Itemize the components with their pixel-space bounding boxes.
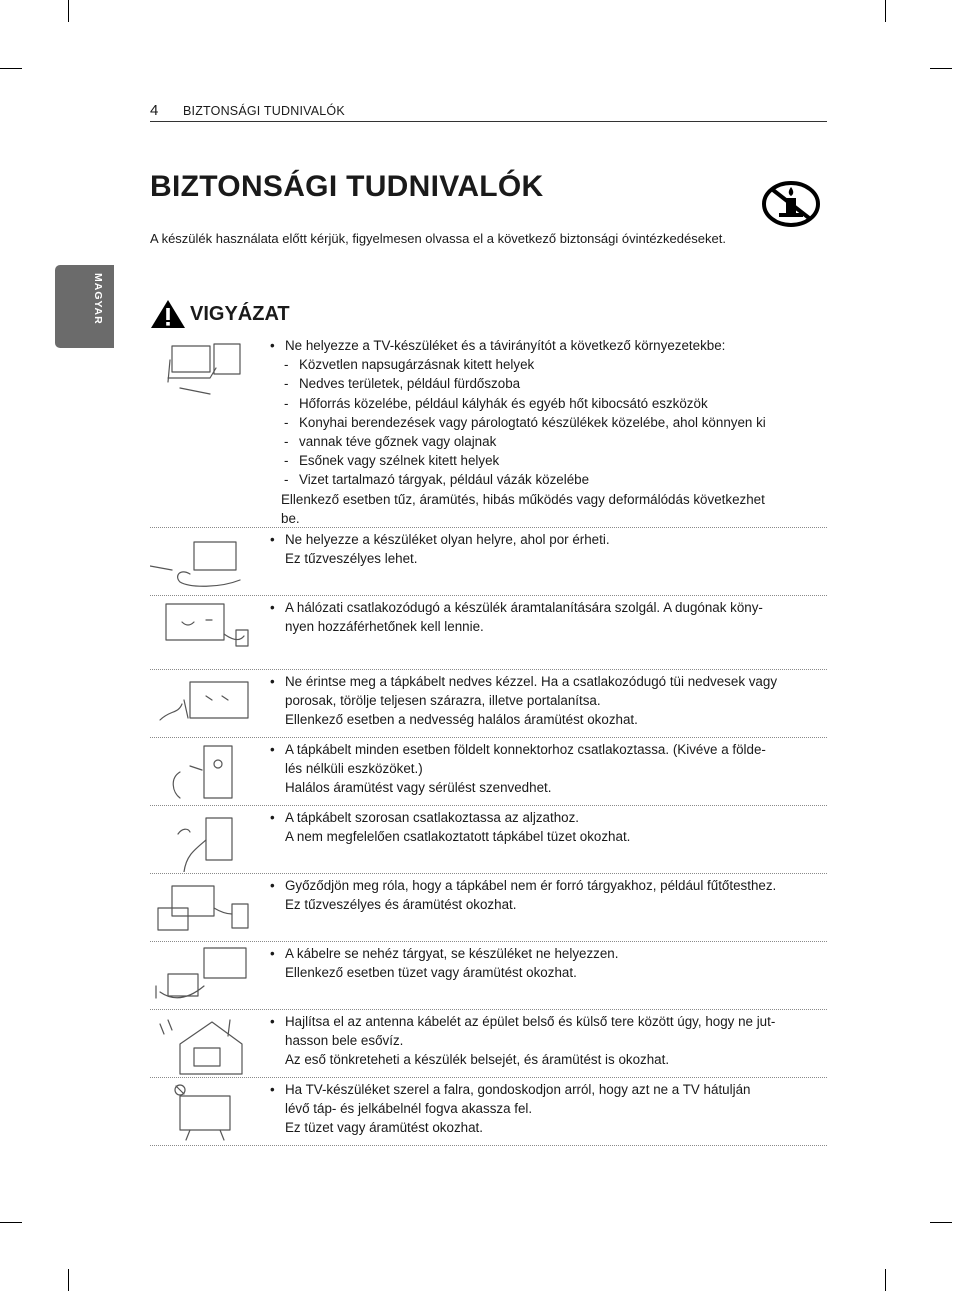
crop-mark (0, 68, 22, 69)
note-text: Halálos áramütést vagy sérülést szenvedhet. (285, 780, 552, 796)
tv-environment-illustration (150, 338, 260, 400)
note-text: A nem megfelelően csatlakoztatott tápkábel tüzet okozhat. (285, 829, 631, 845)
bullet-text: • A tápkábelt szorosan csatlakoztassa az aljzathoz. (268, 808, 818, 827)
note-text: nyen hozzáférhetőnek kell lennie. (285, 619, 484, 635)
running-header: BIZTONSÁGI TUDNIVALÓK (183, 104, 345, 118)
warning-triangle-icon (150, 299, 186, 329)
list-item (150, 528, 827, 596)
list-item (150, 1010, 827, 1078)
list-item (150, 596, 827, 670)
grounded-outlet-illustration (150, 742, 260, 804)
sub-item: - Nedves területek, például fürdőszoba (268, 374, 818, 393)
bullet-text: • A kábelre se nehéz tárgyat, se készüléket ne helyezzen. (268, 944, 818, 963)
no-candle-icon (761, 180, 821, 228)
sub-item: - Közvetlen napsugárzásnak kitett helyek (268, 355, 818, 374)
sub-item: - Konyhai berendezések vagy párologtató készülékek közelébe, ahol könnyen ki (268, 413, 818, 432)
note-text: Ez tűzveszélyes és áramütést okozhat. (285, 897, 517, 913)
crop-mark (885, 1269, 886, 1291)
header-rule (150, 121, 827, 122)
antenna-cable-illustration (150, 1014, 260, 1076)
crop-mark (68, 0, 69, 22)
note-text: Ez tűzveszélyes lehet. (285, 551, 418, 567)
note-text: porosak, törölje teljesen szárazra, illetve portalanítsa. (285, 693, 601, 709)
bullet-text: • Ne helyezze a TV-készüléket és a távirányítót a következő környezetekbe: (268, 336, 818, 355)
wet-hands-illustration (150, 674, 260, 736)
sub-item-continuation: - vannak téve gőznek vagy olajnak (268, 432, 818, 451)
crop-mark (930, 68, 952, 69)
note-text: Ellenkező esetben a nedvesség halálos áramütést okozhat. (285, 712, 638, 728)
bullet-text: • A tápkábelt minden esetben földelt konnektorhoz csatlakoztassa. (Kivéve a földe- (268, 740, 818, 759)
list-item (150, 670, 827, 738)
list-item (150, 738, 827, 806)
wall-mount-illustration (150, 1082, 260, 1144)
caution-list (150, 334, 827, 1146)
plug-access-illustration (150, 600, 260, 662)
note-text: Ellenkező esetben tüzet vagy áramütést okozhat. (285, 965, 577, 981)
page-title: BIZTONSÁGI TUDNIVALÓK (150, 170, 544, 203)
list-item (150, 1078, 827, 1146)
plug-insert-illustration (150, 810, 260, 872)
heater-cable-illustration (150, 878, 260, 940)
language-tab-label: MAGYAR (92, 273, 104, 325)
note-text: lés nélküli eszközöket.) (285, 761, 423, 777)
sub-item: - Esőnek vagy szélnek kitett helyek (268, 451, 818, 470)
note-text: Az eső tönkreteheti a készülék belsejét, és áramütést is okozhat. (285, 1052, 670, 1068)
note-text: Ellenkező esetben tűz, áramütés, hibás működés vagy deformálódás következhet (281, 491, 765, 507)
note-text: hasson bele esővíz. (285, 1033, 404, 1049)
crop-mark (0, 1222, 22, 1223)
language-tab (55, 265, 114, 348)
bullet-text: • A hálózati csatlakozódugó a készülék áramtalanítására szolgál. A dugónak köny- (268, 598, 818, 617)
crop-mark (930, 1222, 952, 1223)
bullet-text: • Ha TV-készüléket szerel a falra, gondoskodjon arról, hogy azt ne a TV hátulján (268, 1080, 818, 1099)
caution-heading (150, 299, 290, 329)
crop-mark (68, 1269, 69, 1291)
list-item (150, 334, 827, 528)
note-text: Ez tüzet vagy áramütést okozhat. (285, 1120, 483, 1136)
page-number: 4 (150, 102, 159, 119)
caution-label: VIGYÁZAT (190, 302, 290, 325)
intro-text: A készülék használata előtt kérjük, figyelmesen olvassa el a következő biztonsági óvintézkedéseket. (150, 231, 726, 246)
crop-mark (885, 0, 886, 22)
list-item (150, 806, 827, 874)
bullet-text: • Ne érintse meg a tápkábelt nedves kézzel. Ha a csatlakozódugó tüi nedvesek vagy (268, 672, 818, 691)
sub-item: - Hőforrás közelébe, például kályhák és egyéb hőt kibocsátó eszközök (268, 394, 818, 413)
heavy-object-illustration (150, 946, 260, 1008)
bullet-text: • Ne helyezze a készüléket olyan helyre, ahol por érheti. (268, 530, 818, 549)
sub-item: - Vizet tartalmazó tárgyak, például vázák közelébe (268, 470, 818, 489)
note-text: lévő táp- és jelkábelnél fogva akassza fel. (285, 1101, 533, 1117)
list-item (150, 874, 827, 942)
dusty-tv-illustration (150, 532, 260, 594)
list-item (150, 942, 827, 1010)
bullet-text: • Győződjön meg róla, hogy a tápkábel nem ér forró tárgyakhoz, például fűtőtesthez. (268, 876, 818, 895)
note-text: be. (281, 510, 300, 526)
bullet-text: • Hajlítsa el az antenna kábelét az épület belső és külső tere között úgy, hogy ne jut- (268, 1012, 818, 1031)
